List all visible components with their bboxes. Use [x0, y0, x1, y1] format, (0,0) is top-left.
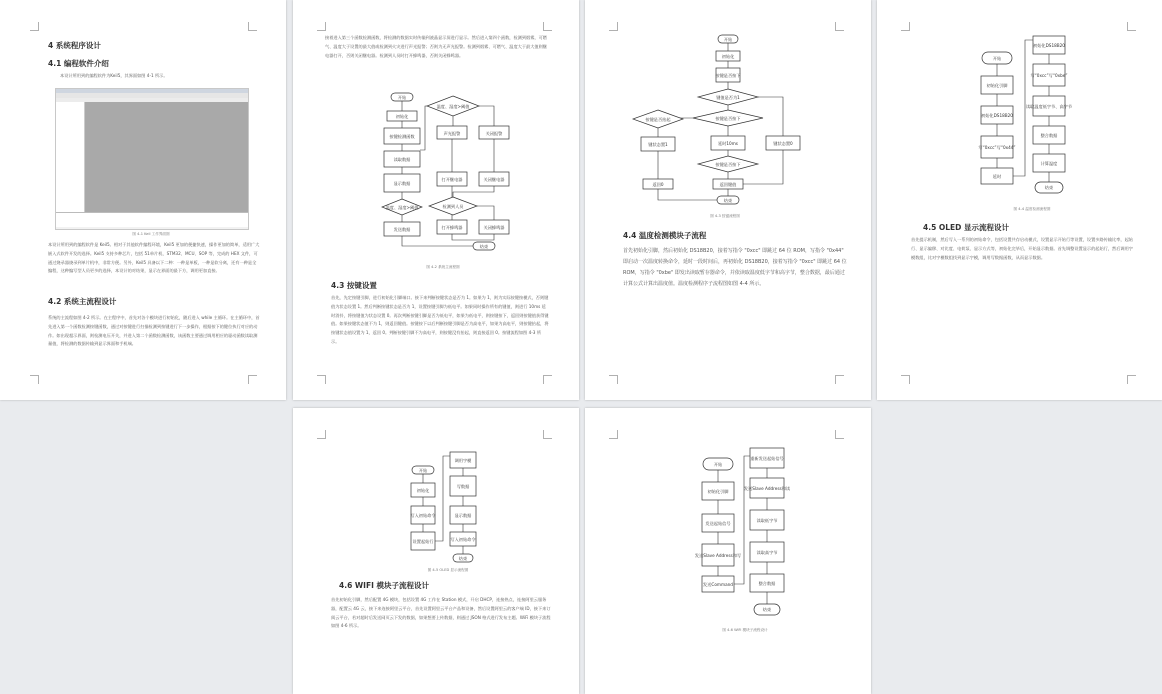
flow-label: 初始化	[395, 114, 409, 119]
flow-label: 初始化引脚	[986, 83, 1008, 88]
document-page-1[interactable]	[0, 0, 286, 400]
flow-label: 打开蜂鸣器	[441, 225, 463, 230]
flow-label: 关闭继电器	[483, 177, 505, 182]
flow-label: 按键是否抬起	[645, 117, 671, 122]
flow-connector	[479, 106, 494, 126]
flow-label: 调用字模	[454, 458, 472, 463]
flow-label: 打开继电器	[441, 177, 463, 182]
flow-label: 温度、湿度>阈值	[436, 104, 470, 109]
flow-connector	[435, 456, 450, 541]
flow-connector	[402, 236, 473, 246]
figure-4-4-caption: 图 4-4 温度检测流程图	[1013, 207, 1051, 211]
flow-label: 结束	[723, 198, 733, 203]
flow-label: 返回0	[652, 182, 664, 187]
document-page-2[interactable]	[293, 0, 579, 400]
paragraph-4-3-body: 首先，先定按键引脚，进行初始化引脚端口。接下来判断按键状态是否为 1。如果为 1，则为实际按键按模式，否则键值为状态设置 1。然后判断按键状态是否为 1，设置按键引脚为低电平。如果同时操作所有的键值，则进行 10ms 延时消抖，将按键值为状态设置 0。再次判断按键引脚是否为低电平，如果为低电平，则按键按下，返回则按键值获得键值。如果按键状态值不为 1，则返回键值。按键按下以后判断按键引脚是否为高电平，如果为高电平，则按键抬起，将按键状态值设置为 1，返回 0。判断按键引脚不为高电平，则按键没有抬起，则直接返回 0。按键流程如图 4-3 所示。	[331, 295, 549, 344]
flow-label: 结束	[458, 556, 468, 561]
flow-label: 写数据	[456, 484, 470, 489]
flow-label: 写“0xcc”写“0xbe”	[1030, 73, 1068, 78]
flow-label: 发送起始信号	[705, 521, 731, 526]
paragraph-4-6-body: 首先初始化引脚，然后配置 4G 模块，包括设置 4G 工作在 Station 模式，开启 DHCP，连接热点，连接阿里云服务器，配置云 4G 云，接下来连接阿里云平台，首先设置阿里云平台产品和设备，然后设置阿里云的客户端 ID，接下来订阅云平台，若对超时后发送网页云下发的数据，如果想要上传数据，则通过 JSON 格式进行发布主题。WiFi 模块子流程如图 4-6 所示。	[331, 597, 551, 629]
flow-label: 设置起始行	[412, 539, 434, 544]
flow-label: 按键检测函数	[389, 134, 415, 139]
flow-label: 结束	[762, 607, 772, 612]
paragraph-4-4-body: 首先初始化引脚，然后初始化 DS18B20，接着写指令 "0xcc" 即跳过 64 位 ROM，写指令 "0x44" 即启动一次温度转换命令，延时一段时间后，再初始化 DS18B20，接着写指令 "0xcc" 即跳过 64 位 ROM，写指令 "0xbe" 即发出读取暂存器命令，并依读取温度低字节和高字节，整合数据，最后通过计算公式计算出温度值。温度检测程序子流程图如图 4-4 所示。	[623, 248, 847, 287]
paragraph-4-5-body: 首先提示机制，然后写入一系列的初始命令，包括设置共存启动模式，设置显示开始行等设置，设置多路传输比率，起始行、显示偏移、对比度、电荷泵、显示方式等，初始化完毕后，开始显示数据。首先调整设置显示的起始行，然后调用字模数组，比对字模数组找到显示字模，调用写数据函数，从而显示数据。	[911, 237, 1133, 260]
flow-label: 键状态置1	[648, 142, 668, 147]
flow-label: 整合数据	[758, 581, 776, 586]
flow-label: 写入初始命令	[410, 513, 436, 518]
flow-label: 结束	[479, 244, 489, 249]
flow-label: 开始	[397, 95, 407, 100]
heading-4-2: 4.2 系统主流程设计	[48, 297, 117, 306]
document-page-6[interactable]	[585, 408, 871, 694]
paragraph-4-2-body: 系统的主流程如图 4-2 所示。在主程序中，首先对各个模块进行初始化，随后进入 while 主循环。在主循环中，首先进入第一个函数检测按键函数，通过对按键进行扫描检测到按键进行下一步操作，根据按下的键位执行对应的动作。如出现超示界面，则检测电压开关，并进入第二个函数检测函数，该函数主要通过调用相应的驱动函数读取测量值，将检测的数据传输到显示界面和手机端。	[48, 315, 260, 347]
flow-label: 读取高字节	[756, 550, 778, 555]
flow-label: 开始	[723, 37, 733, 42]
flow-label: 检测到人员	[442, 204, 464, 209]
flow-connector	[758, 97, 783, 136]
flow-label: 整合数据	[1040, 133, 1058, 138]
flow-label: 关闭报警	[485, 131, 503, 136]
heading-4-5: 4.5 OLED 显示流程设计	[923, 223, 1010, 232]
oled-flowchart	[408, 452, 488, 564]
flow-label: 返回键值	[719, 182, 737, 187]
flow-label: 延时	[992, 174, 1002, 179]
flow-label: 开始	[713, 462, 723, 467]
flow-label: 发送Slave Address和读	[743, 486, 791, 491]
flow-label: 读取温度低字节、高字节	[1025, 104, 1073, 109]
flow-label: 键值是否为1	[716, 95, 740, 100]
flow-label: 读取低字节	[756, 518, 778, 523]
flow-label: 显示数据	[393, 181, 411, 186]
flow-label: 关闭蜂鸣器	[483, 225, 505, 230]
figure-4-2-caption: 图 4-2 系统主流程图	[426, 265, 460, 269]
flow-label: 发送Slave Address和写	[694, 553, 742, 558]
flow-label: 开始	[418, 468, 428, 473]
flow-label: 读取数据	[393, 157, 411, 162]
flow-connector	[452, 234, 494, 240]
flow-label: 声光报警	[443, 131, 461, 136]
heading-4-6: 4.6 WIFI 模块子流程设计	[339, 581, 429, 590]
flow-label: 写“0xcc”写“0x44”	[978, 145, 1016, 150]
flow-label: 初始化	[721, 54, 735, 59]
document-page-5[interactable]	[293, 408, 579, 694]
heading-4-4: 4.4 温度检测模块子流程	[623, 231, 707, 240]
flow-label: 初始化	[416, 488, 430, 493]
heading-4-1: 4.1 编程软件介绍	[48, 59, 109, 68]
flow-label: 按键是否按下	[715, 73, 741, 78]
wifi-flowchart	[694, 448, 810, 624]
flow-label: 开始	[992, 56, 1002, 61]
document-page-3[interactable]	[585, 0, 871, 400]
key-flowchart	[633, 34, 803, 209]
flow-label: 初始化DS18B20	[1033, 43, 1065, 48]
flow-connector	[734, 456, 750, 584]
keil-screenshot-figure	[55, 88, 249, 230]
figure-4-6-caption: 图 4-6 WiFi 模块子流程设计	[722, 628, 768, 632]
flow-label: 结束	[1044, 185, 1054, 190]
flow-label: 延时10ms	[718, 141, 738, 146]
flow-label: 发送数据	[393, 227, 411, 232]
heading-section-4: 4 系统程序设计	[48, 41, 101, 50]
paragraph-main-flow-continued: 接着进入第三个函数检测函数，将检测的数据实时传输到液晶显示屏进行显示。然后进入第四个函数，检测到烟雾，可燃气、温度大于设置的最大值或检测到火灾进行声光报警；否则为无声光报警。检测到烟雾、可燃气、温度大于最大值则继电器打开，否则关闭继电器。检测到人员时打开蜂鸣器，否则关闭蜂鸣器。	[325, 35, 547, 58]
paragraph-4-1-body: 本设计所用到的编程软件是 Keil5。相对于其他软件编程环境，Keil5 更加的便捷快速，操作更加的简单，适用广大嵌入式软件开发的选择。Keil5 支持多种芯片，包括 51单片机、STM32、MCU、SOP 等，完成的 HEX 文件，可通过烧录器烧录到单片机中，非常方便。另外，Keil5 具备以下二种：一种是单板，一种是软分离，还有一种是全编程，这种编写型人员更多的选择，本设计的对结果，显示在界面的最下方，调用更加直接。	[48, 242, 260, 274]
figure-4-5-caption: 图 4-5 OLED 显示流程图	[427, 568, 469, 572]
flow-label: 按键是否按下	[715, 116, 741, 121]
flow-label: 计算温度	[1040, 161, 1058, 166]
temperature-flowchart	[977, 34, 1087, 202]
flow-label: 温度、湿度>阈值	[385, 205, 419, 210]
flow-connector	[420, 106, 427, 150]
flow-label: 写入初始命令	[450, 537, 476, 542]
flow-connector	[453, 186, 494, 197]
figure-4-1-caption: 图 4-1 Keil 工作界面图	[132, 232, 170, 236]
flow-label: 初始化DS18B20	[981, 113, 1013, 118]
flow-label: 按键是否按下	[715, 162, 741, 167]
flow-connector	[743, 150, 783, 184]
paragraph-4-1-intro: 本设计所用到的编程软件为Keil5，其界面如图 4-1 所示。	[60, 73, 168, 78]
heading-4-3: 4.3 按键设置	[331, 281, 377, 290]
document-page-4[interactable]	[877, 0, 1162, 400]
flow-label: 发送Command	[703, 582, 733, 587]
flow-label: 显示数据	[454, 513, 472, 518]
main-flowchart	[373, 90, 513, 265]
flow-connector	[658, 189, 717, 200]
flow-label: 初始化引脚	[707, 489, 729, 494]
flow-label: 重新发送起始信号	[750, 456, 784, 461]
figure-4-3-caption: 图 4-3 按键流程图	[710, 214, 740, 218]
flow-label: 键状态置0	[773, 141, 793, 146]
flow-connector	[477, 206, 494, 220]
